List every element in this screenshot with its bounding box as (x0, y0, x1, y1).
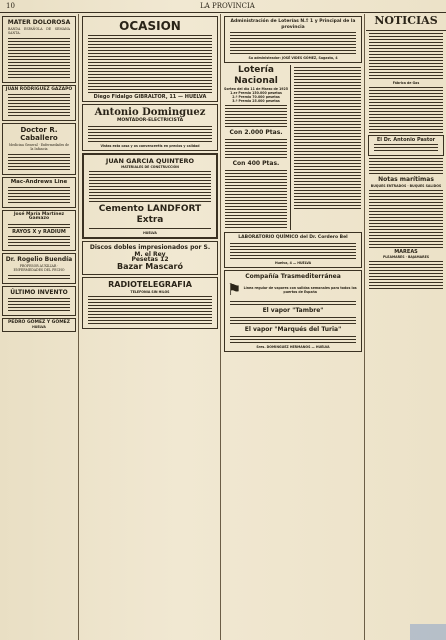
column-1 (0, 14, 79, 640)
lottery-admin-ad: Administración de Loterías N.º 1 y Principal de la provincia Su administrador: JOSÉ VIDES GÓMEZ, Sagasta, 4 (224, 16, 362, 63)
caballero-ad: Doctor R. Caballero Medicina General · Enfermedades de la Infancia (2, 123, 76, 175)
trasmediterranea-ad: Compañía Trasmediterránea ⚑ Línea regular de vapores con salidas semanales para todos los puertos de España El vapor "Tambre" El vapor "Marqués del Turia" Sres. DOMINGUEZ HERMANOS — HUELVA (224, 270, 362, 352)
garcia-quintero-ad: JUAN GARCIA QUINTERO MATERIALES DE CONSTRUCCIÓN Cemento LANDFORT Extra HUELVA (82, 153, 218, 239)
column-4: NOTICIAS Fábrica de Gas El Dr. Antonio Pastor Notas marítimas BUQUES ENTRADOS · BUQUES SALIDOS MAREAS PLEAMARES · BAJAMARES (366, 14, 446, 640)
pastor-ad: El Dr. Antonio Pastor (368, 135, 444, 156)
column-3 (222, 14, 365, 640)
noticias-heading: NOTICIAS (374, 14, 438, 27)
newspaper-name: LA PROVINCIA (200, 2, 255, 10)
radiotelegrafia-ad: RADIOTELEGRAFIA TELEFONIA SIN HILOS (82, 277, 218, 329)
ultimo-invento-ad: ÚLTIMO INVENTO (2, 286, 76, 316)
pedro-gomez-ad: PEDRO GÓMEZ Y GÓMEZ HUELVA (2, 318, 76, 332)
mater-dolorosa-ad: MATER DOLOROSA BANDA ESPAÑOLA DE SEMANA SANTA. (2, 16, 76, 83)
section-heading: Fábrica de Gas (392, 81, 420, 85)
martinez-gamazo-ad: José María Martínez Gamazo RAYOS X y RADIUM (2, 210, 76, 251)
number-columns (290, 65, 364, 230)
page-number-left: 10 (6, 2, 15, 10)
page-header (0, 0, 446, 13)
watermark-stamp (410, 624, 446, 640)
discos-ad: Discos dobles impresionados por S. M. el Rey Pesetas 12 Bazar Mascaró (82, 241, 218, 275)
mac-andrews-ad: Mac-Andrews Line (2, 177, 76, 207)
lottery-results: Lotería Nacional Sorteo del día 11 de Marzo de 1925 1.er Premio 150.000 pesetas 2.º Premio 70.000 pesetas 3.º Premio 25.000 pesetas Con 2.000 Ptas. Con 400 Ptas. (222, 65, 364, 230)
antonio-dominguez-ad: Antonio Dominguez MONTADOR-ELECTRICISTA Vistas esta casa y os convenceréis en precios y calidad (82, 104, 218, 150)
ship-flag-icon: ⚑ (227, 279, 242, 299)
notas-maritimas-heading: Notas marítimas (378, 176, 434, 184)
column-2 (80, 14, 221, 640)
laboratorio-ad: LABORATORIO QUÍMICO del Dr. Cordero Bel Huelva, 4 — HUELVA (224, 232, 362, 268)
ocasion-ad: OCASION Diego Fidalgo GIBRALTOR, 11 — HUELVA (82, 16, 218, 102)
buendia-ad: Dr. Rogelio Buendía PROFESOR AUXILIAR · ENFERMEDADES DEL PECHO (2, 253, 76, 284)
rodriguez-gazapo-ad: JUAN RODRIGUEZ GAZAPO (2, 85, 76, 121)
mareas-heading: MAREAS (394, 249, 418, 256)
